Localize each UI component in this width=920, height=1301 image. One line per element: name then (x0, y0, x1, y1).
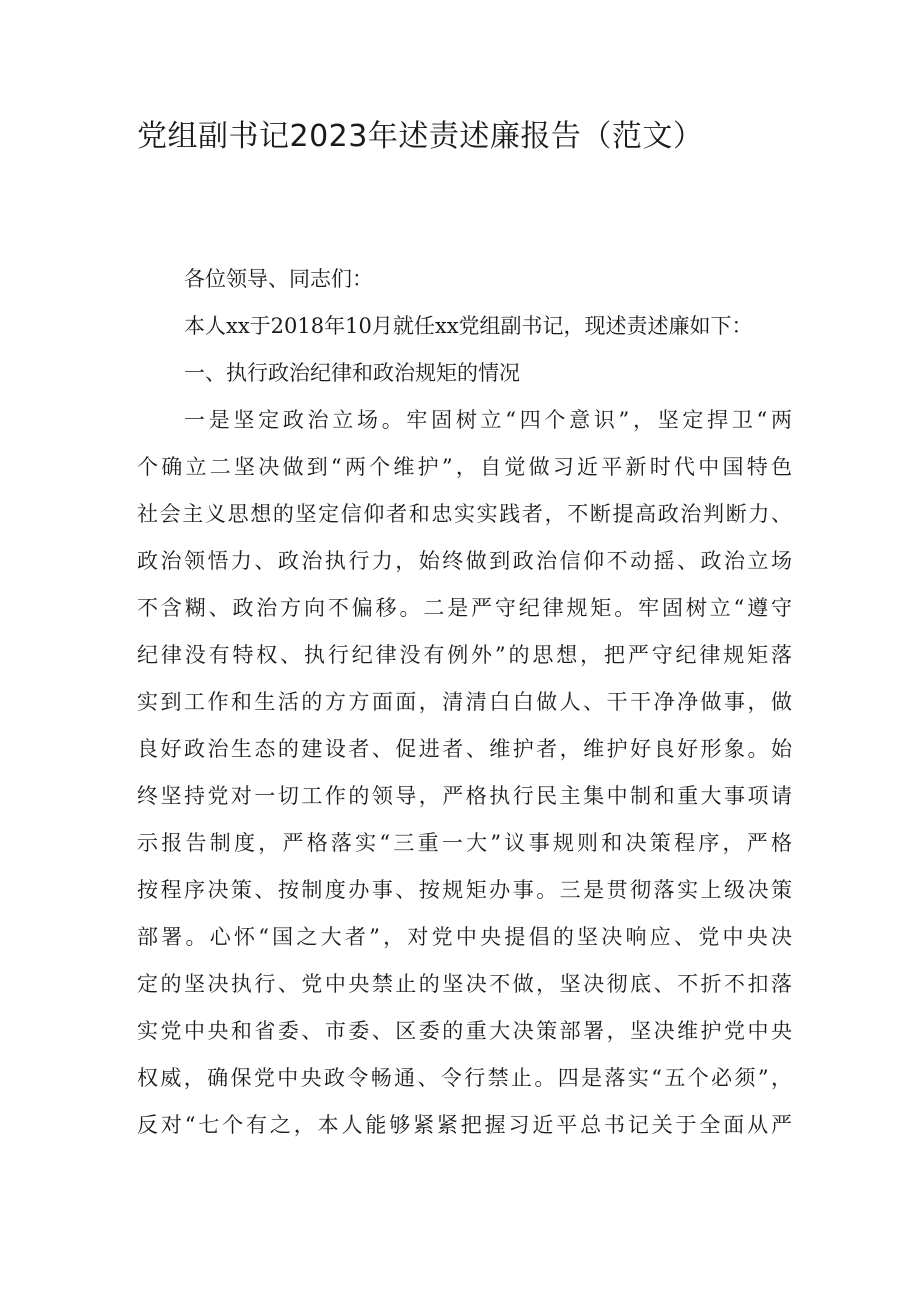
paragraph-line: 反对“七个有之，本人能够紧紧把握习近平总书记关于全面从严 (137, 1113, 792, 1137)
salutation: 各位领导、同志们： (184, 267, 373, 291)
section-heading: 一、执行政治纪律和政治规矩的情况 (184, 361, 520, 385)
intro-line: 本人xx于2018年10月就任xx党组副书记，现述责述廉如下： (184, 314, 753, 338)
paragraph-line: 个确立二坚决做到“两个维护”，自觉做习近平新时代中国特色 (137, 455, 792, 479)
paragraph-1 (137, 397, 792, 1149)
paragraph-line: 部署。心怀“国之大者”，对党中央提倡的坚决响应、党中央决 (137, 925, 792, 949)
paragraph-line: 权威，确保党中央政令畅通、令行禁止。四是落实“五个必须”， (137, 1066, 792, 1090)
paragraph-line: 纪律没有特权、执行纪律没有例外”的思想，把严守纪律规矩落 (137, 643, 792, 667)
paragraph-line: 示报告制度，严格落实“三重一大”议事规则和决策程序，严格 (137, 831, 792, 855)
document-body (137, 256, 792, 1149)
paragraph-line: 实到工作和生活的方方面面，清清白白做人、干干净净做事，做 (137, 690, 792, 714)
paragraph-line: 政治领悟力、政治执行力，始终做到政治信仰不动摇、政治立场 (137, 549, 792, 573)
paragraph-line: 社会主义思想的坚定信仰者和忠实实践者，不断提高政治判断力、 (137, 502, 792, 526)
paragraph-line: 不含糊、政治方向不偏移。二是严守纪律规矩。牢固树立“遵守 (137, 596, 792, 620)
document-title: 党组副书记2023年述责述廉报告（范文） (137, 119, 704, 154)
paragraph-line: 一是坚定政治立场。牢固树立“四个意识”，坚定捍卫“两 (184, 408, 792, 432)
paragraph-line: 良好政治生态的建设者、促进者、维护者，维护好良好形象。始 (137, 737, 792, 761)
paragraph-line: 终坚持党对一切工作的领导，严格执行民主集中制和重大事项请 (137, 784, 792, 808)
paragraph-line: 实党中央和省委、市委、区委的重大决策部署，坚决维护党中央 (137, 1019, 792, 1043)
paragraph-line: 按程序决策、按制度办事、按规矩办事。三是贯彻落实上级决策 (137, 878, 792, 902)
paragraph-line: 定的坚决执行、党中央禁止的坚决不做，坚决彻底、不折不扣落 (137, 972, 792, 996)
